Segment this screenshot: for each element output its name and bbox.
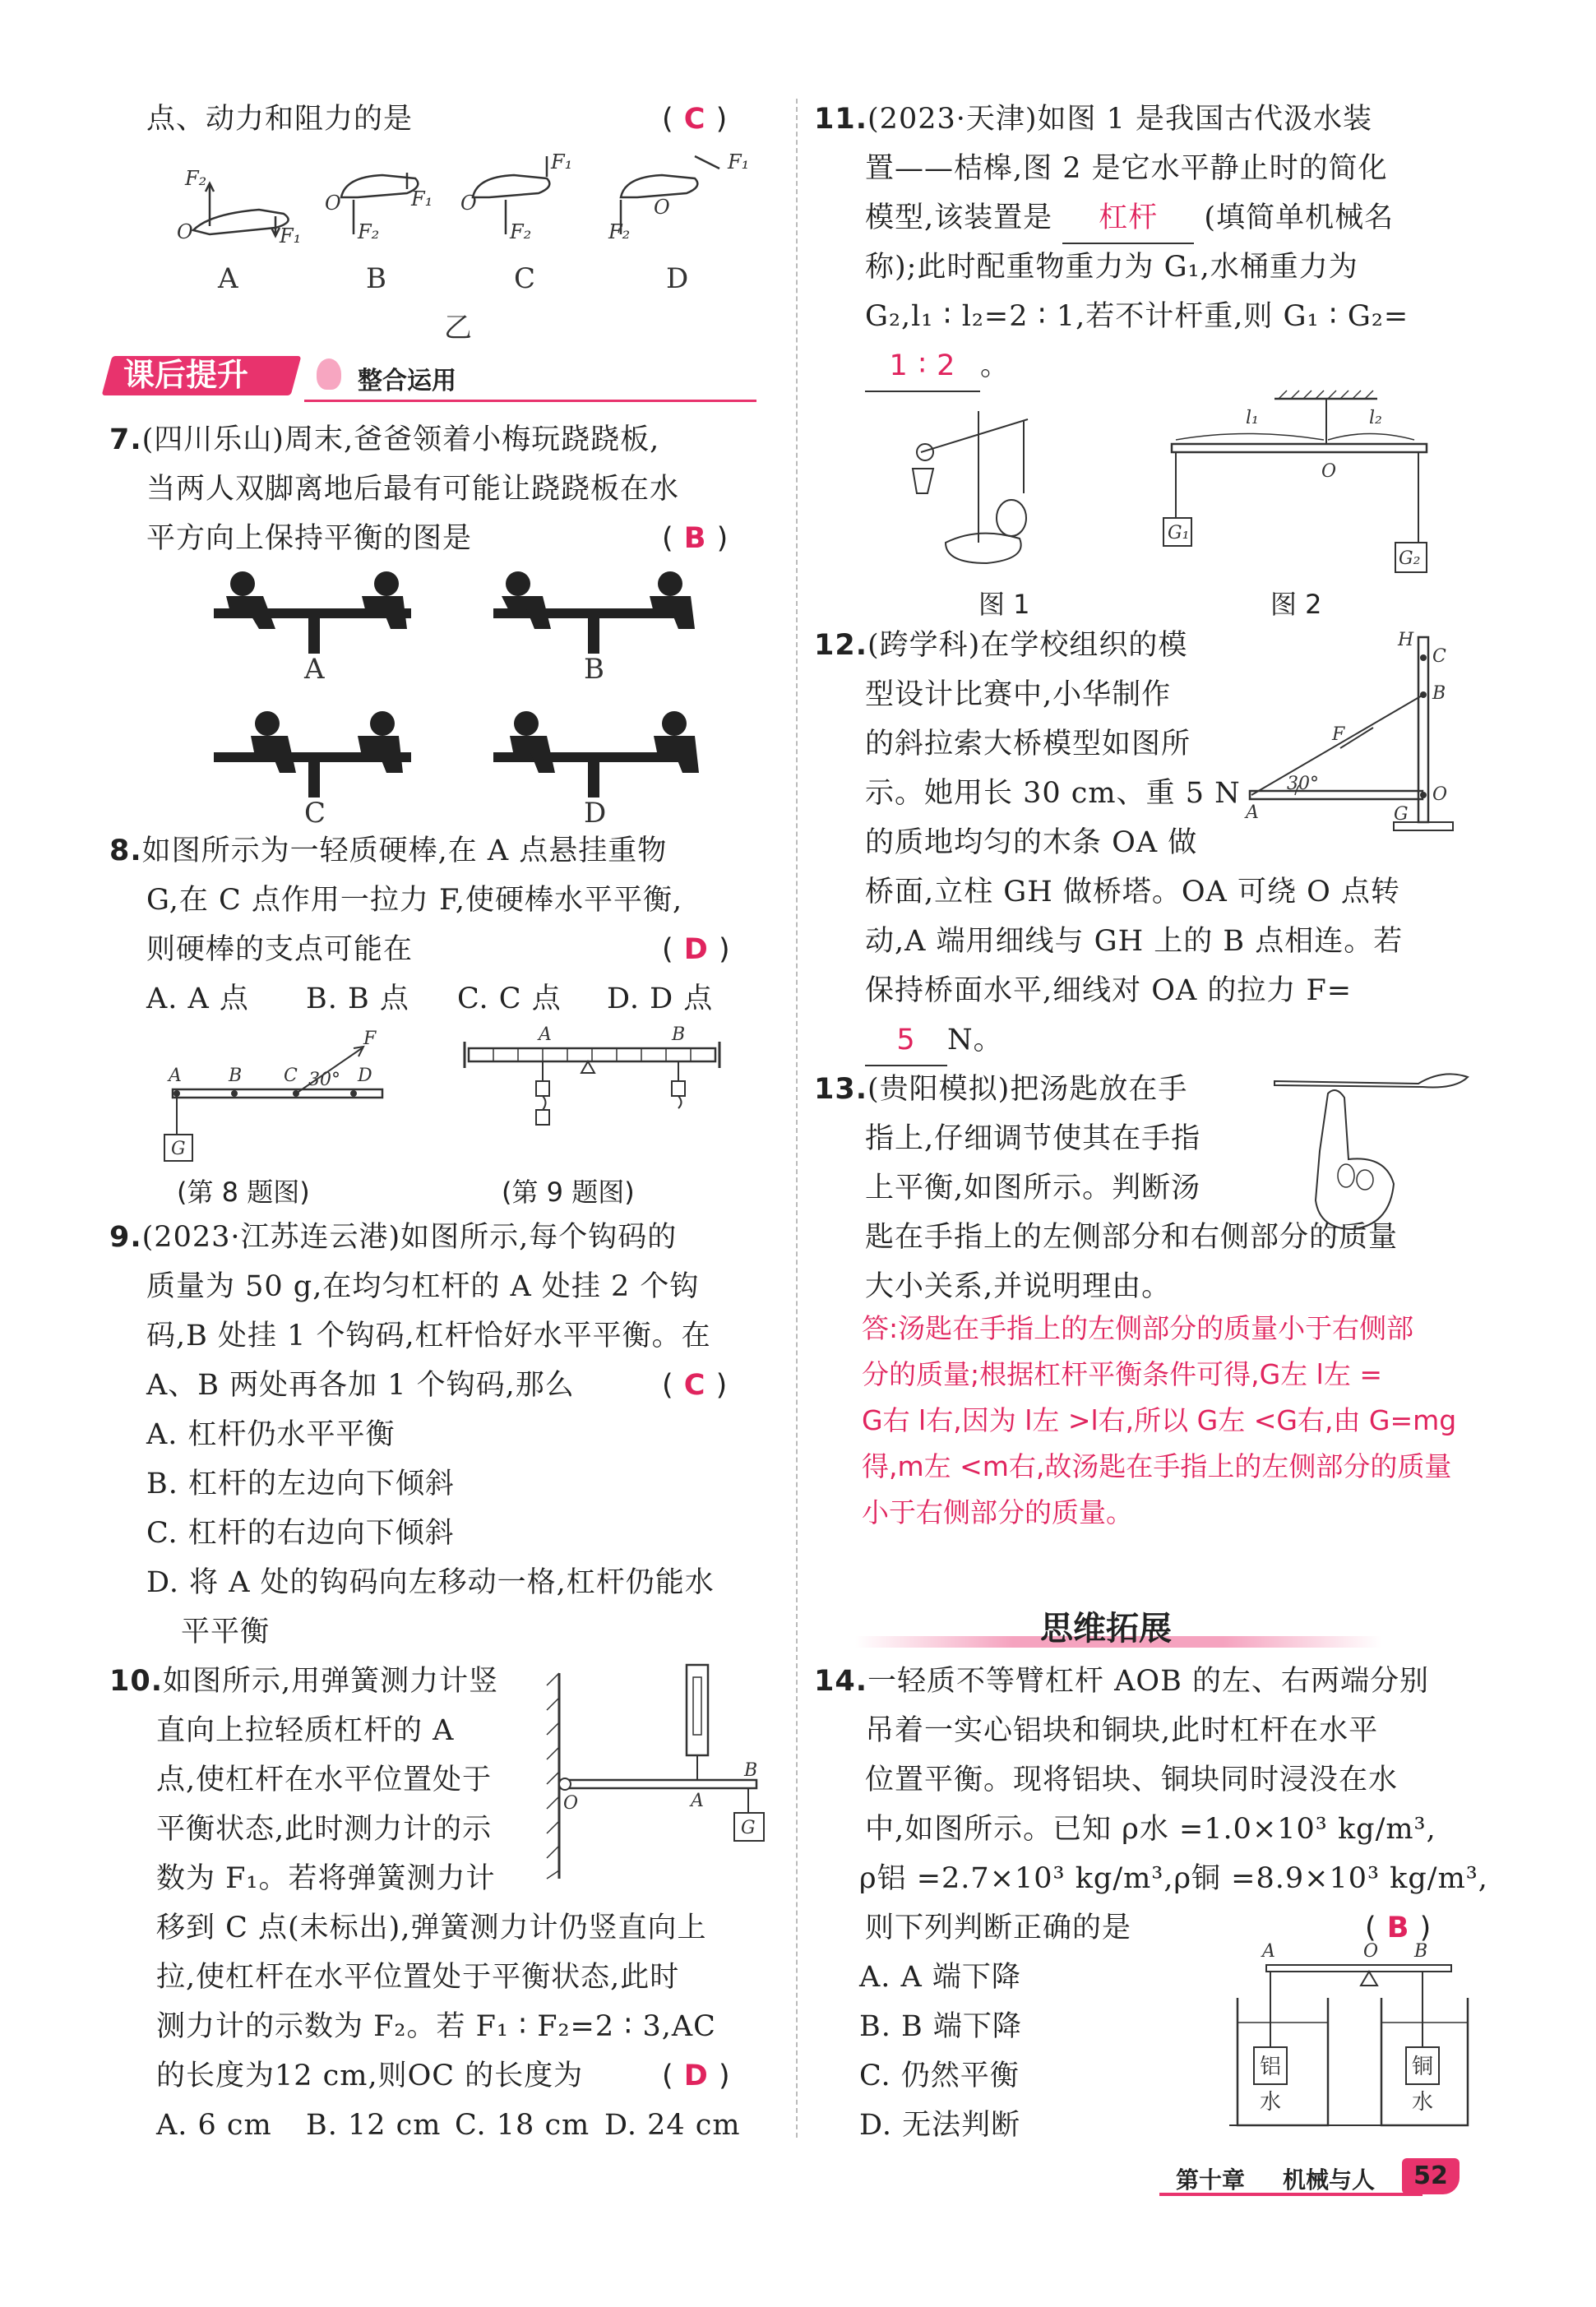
svg-text:B: B xyxy=(229,1066,243,1086)
q6-tail: 点、动力和阻力的是 xyxy=(146,103,414,136)
thinking-header xyxy=(855,1607,1381,1657)
q9-option-c: C. 杠杆的右边向下倾斜 xyxy=(146,1517,455,1550)
q9-answer: C xyxy=(683,1369,706,1402)
q13-answer-1: 答:汤匙在手指上的左侧部分的质量小于右侧部 xyxy=(862,1312,1414,1344)
section-rule xyxy=(304,400,756,402)
svg-text:F₂: F₂ xyxy=(185,167,207,190)
q11-fig1 xyxy=(896,395,1036,576)
q10-line7: 拉,使杠杆在水平位置处于平衡状态,此时 xyxy=(156,1961,680,1994)
svg-text:A: A xyxy=(691,1791,704,1811)
q10-figure xyxy=(539,1657,785,1887)
svg-text:O: O xyxy=(1363,1941,1379,1962)
q9-answer-slot: ( C ) xyxy=(662,1369,729,1402)
q8-option-d: D. D 点 xyxy=(607,982,714,1015)
q14-answer-slot: ( B ) xyxy=(1365,1912,1432,1944)
footer-title: 机械与人 xyxy=(1283,2166,1376,2194)
q12-line2: 型设计比赛中,小华制作 xyxy=(865,678,1172,711)
q14-line2: 吊着一实心铝块和铜块,此时杠杆在水平 xyxy=(865,1714,1379,1747)
svg-text:l₂: l₂ xyxy=(1369,408,1382,428)
svg-text:A: A xyxy=(539,1024,552,1045)
q6-figure xyxy=(160,152,769,341)
svg-text:G₁: G₁ xyxy=(1168,523,1190,543)
q9-line2: 质量为 50 g,在均匀杠杆的 A 处挂 2 个钩 xyxy=(146,1270,700,1303)
svg-text:C: C xyxy=(1432,646,1446,667)
q13-line5: 大小关系,并说明理由。 xyxy=(865,1270,1172,1303)
q13-answer-2: 分的质量;根据杠杆平衡条件可得,G左 l左 = xyxy=(862,1358,1382,1390)
svg-text:B: B xyxy=(1414,1941,1428,1962)
svg-text:A: A xyxy=(218,262,238,295)
q9-option-a: A. 杠杆仍水平平衡 xyxy=(146,1418,396,1451)
q10-option-c: C. 18 cm xyxy=(455,2109,590,2142)
svg-text:铜: 铜 xyxy=(1412,2055,1434,2079)
svg-text:O: O xyxy=(177,220,193,243)
svg-text:B: B xyxy=(744,1760,758,1781)
svg-text:B: B xyxy=(1432,683,1446,704)
q6-answer: C xyxy=(683,103,706,136)
svg-text:D: D xyxy=(584,797,607,826)
q13-line2: 指上,仔细调节使其在手指 xyxy=(865,1122,1201,1155)
q11-line2: 置——桔槔,图 2 是它水平静止时的简化 xyxy=(865,152,1388,185)
q7-line2: 当两人双脚离地后最有可能让跷跷板在水 xyxy=(146,473,680,506)
q10-option-b: B. 12 cm xyxy=(306,2109,442,2142)
column-divider xyxy=(796,99,798,2138)
rocket-icon xyxy=(317,358,341,390)
q12: 12.(跨学科)在学校组织的模 xyxy=(814,629,1188,662)
svg-text:O: O xyxy=(1432,784,1448,805)
q10-line3: 点,使杠杆在水平位置处于 xyxy=(156,1764,493,1796)
q12-blank: 5 xyxy=(865,1015,947,1066)
q7: 7.(四川乐山)周末,爸爸领着小梅玩跷跷板, xyxy=(109,423,660,456)
svg-text:F₁: F₁ xyxy=(280,224,302,247)
q8-option-a: A. A 点 xyxy=(146,982,249,1015)
q14-line4: 中,如图所示。已知 ρ水 =1.0×10³ kg/m³, xyxy=(865,1813,1436,1846)
svg-text:C: C xyxy=(284,1066,298,1086)
q12-line7: 动,A 端用细线与 GH 上的 B 点相连。若 xyxy=(865,925,1404,958)
svg-text:30°: 30° xyxy=(308,1070,340,1090)
svg-text:C: C xyxy=(304,797,326,826)
svg-text:B: B xyxy=(672,1024,686,1045)
q6-answer-slot: ( C ) xyxy=(662,103,729,136)
section-badge: 课后提升 xyxy=(123,357,249,393)
q11-fig1-caption: 图 1 xyxy=(978,589,1030,620)
q14-option-a: A. A 端下降 xyxy=(859,1961,1021,1994)
svg-text:F₂: F₂ xyxy=(358,220,380,243)
q9-caption: (第 9 题图) xyxy=(502,1177,635,1208)
q14-line5: ρ铝 =2.7×10³ kg/m³,ρ铜 =8.9×10³ kg/m³, xyxy=(859,1862,1488,1895)
svg-text:O: O xyxy=(460,192,477,215)
footer xyxy=(1159,2158,1472,2198)
svg-text:G₂: G₂ xyxy=(1399,548,1421,569)
q14-option-d: D. 无法判断 xyxy=(859,2109,1021,2142)
svg-text:A: A xyxy=(1262,1941,1275,1962)
q12-line6: 桥面,立柱 GH 做桥塔。OA 可绕 O 点转 xyxy=(865,876,1400,908)
q7-answer: B xyxy=(683,522,707,555)
q11-fig2 xyxy=(1139,386,1451,584)
q10-line6: 移到 C 点(未标出),弹簧测力计仍竖直向上 xyxy=(156,1912,707,1944)
q7-line3: 平方向上保持平衡的图是 xyxy=(146,522,473,555)
footer-chapter: 第十章 xyxy=(1176,2166,1246,2194)
q8-answer: D xyxy=(683,933,709,966)
svg-text:G: G xyxy=(1394,804,1409,825)
svg-text:O: O xyxy=(563,1793,579,1814)
svg-text:F₂: F₂ xyxy=(608,220,631,243)
svg-text:F: F xyxy=(363,1029,377,1049)
svg-text:G: G xyxy=(171,1139,186,1159)
q10-line8: 测力计的示数为 F₂。若 F₁ ∶ F₂=2 ∶ 3,AC xyxy=(156,2010,716,2043)
svg-text:乙: 乙 xyxy=(444,312,472,341)
q13-figure xyxy=(1270,1061,1476,1241)
q11-blank2: 1 ∶ 2 xyxy=(865,341,980,392)
svg-text:O: O xyxy=(654,196,670,219)
q9-option-b: B. 杠杆的左边向下倾斜 xyxy=(146,1468,455,1500)
q8-option-c: C. C 点 xyxy=(457,982,562,1015)
q13-answer-3: G右 l右,因为 l左 >l右,所以 G左 <G右,由 G=mg xyxy=(862,1404,1457,1436)
svg-text:A: A xyxy=(169,1066,182,1086)
q14-line3: 位置平衡。现将铝块、铜块同时浸没在水 xyxy=(865,1764,1399,1796)
q10-option-d: D. 24 cm xyxy=(604,2109,741,2142)
q8-figure xyxy=(156,1024,395,1163)
q10-line4: 平衡状态,此时测力计的示 xyxy=(156,1813,493,1846)
q14: 14.一轻质不等臂杠杆 AOB 的左、右两端分别 xyxy=(814,1665,1429,1698)
q10-line5: 数为 F₁。若将弹簧测力计 xyxy=(156,1862,496,1895)
q13-answer-4: 得,m左 <m右,故汤匙在手指上的左侧部分的质量 xyxy=(862,1450,1452,1482)
q13-line4: 匙在手指上的左侧部分和右侧部分的质量 xyxy=(865,1221,1399,1254)
q11-fig2-caption: 图 2 xyxy=(1270,589,1322,620)
svg-text:B: B xyxy=(366,262,386,295)
q10-answer: D xyxy=(683,2060,709,2092)
q9-figure xyxy=(456,1024,736,1163)
q8: 8.如图所示为一轻质硬棒,在 A 点悬挂重物 xyxy=(109,834,668,867)
q9-option-d: D. 将 A 处的钩码向左移动一格,杠杆仍能水 xyxy=(146,1566,715,1599)
q13-line3: 上平衡,如图所示。判断汤 xyxy=(865,1172,1201,1204)
svg-text:水: 水 xyxy=(1412,2090,1434,2115)
q13-answer-5: 小于右侧部分的质量。 xyxy=(862,1496,1133,1528)
thinking-title: 思维拓展 xyxy=(1040,1610,1172,1648)
q7-answer-slot: ( B ) xyxy=(662,522,729,555)
q9-line3: 码,B 处挂 1 个钩码,杠杆恰好水平平衡。在 xyxy=(146,1320,711,1352)
q10-answer-slot: ( D ) xyxy=(662,2060,731,2092)
q10-line2: 直向上拉轻质杠杆的 A xyxy=(156,1714,455,1747)
svg-text:水: 水 xyxy=(1260,2090,1282,2115)
svg-text:O: O xyxy=(1321,461,1337,482)
q14-answer: B xyxy=(1386,1912,1410,1944)
q11-line3: 模型,该装置是 杠杆 (填简单机械名 xyxy=(865,193,1394,244)
q9: 9.(2023·江苏连云港)如图所示,每个钩码的 xyxy=(109,1221,678,1254)
q11: 11.(2023·天津)如图 1 是我国古代汲水装 xyxy=(814,103,1373,136)
q8-line2: G,在 C 点作用一拉力 F,使硬棒水平平衡, xyxy=(146,884,683,917)
q8-caption: (第 8 题图) xyxy=(177,1177,310,1208)
svg-text:F₁: F₁ xyxy=(551,152,573,173)
q11-line5: G₂,l₁ ∶ l₂=2 ∶ 1,若不计杆重,则 G₁ ∶ G₂= xyxy=(865,300,1409,333)
svg-text:A: A xyxy=(1246,802,1259,823)
q8-answer-slot: ( D ) xyxy=(662,933,731,966)
q9-option-d-cont: 平平衡 xyxy=(181,1616,271,1648)
q14-figure xyxy=(1225,1940,1472,2138)
svg-text:D: D xyxy=(358,1066,372,1086)
q10-line9: 的长度为12 cm,则OC 的长度为 xyxy=(156,2060,584,2092)
q8-option-b: B. B 点 xyxy=(306,982,409,1015)
svg-text:A: A xyxy=(304,653,325,686)
q7-figure xyxy=(197,563,724,826)
svg-text:H: H xyxy=(1398,630,1414,650)
q11-line4: 称);此时配重物重力为 G₁,水桶重力为 xyxy=(865,251,1358,284)
q14-line6: 则下列判断正确的是 xyxy=(865,1912,1132,1944)
q12-line5: 的质地均匀的木条 OA 做 xyxy=(865,826,1198,859)
q9-line4: A、B 两处再各加 1 个钩码,那么 xyxy=(146,1369,575,1402)
q10-option-a: A. 6 cm xyxy=(156,2109,272,2142)
q13: 13.(贵阳模拟)把汤匙放在手 xyxy=(814,1073,1188,1106)
q12-line9: 5 N。 xyxy=(865,1015,1003,1066)
q8-line3: 则硬棒的支点可能在 xyxy=(146,933,414,966)
q12-line4: 示。她用长 30 cm、重 5 N xyxy=(865,777,1241,810)
q12-line8: 保持桥面水平,细线对 OA 的拉力 F= xyxy=(865,974,1353,1007)
svg-text:B: B xyxy=(584,653,604,686)
q10: 10.如图所示,用弹簧测力计竖 xyxy=(109,1665,499,1698)
svg-text:F₁: F₁ xyxy=(411,187,433,210)
svg-text:F: F xyxy=(1332,724,1345,745)
svg-text:l₁: l₁ xyxy=(1246,408,1259,428)
page-number: 52 xyxy=(1402,2158,1460,2194)
q12-line3: 的斜拉索大桥模型如图所 xyxy=(865,728,1191,761)
q11-blank1: 杠杆 xyxy=(1062,193,1194,244)
svg-text:铝: 铝 xyxy=(1260,2055,1282,2079)
svg-text:D: D xyxy=(666,262,689,295)
q14-option-c: C. 仍然平衡 xyxy=(859,2060,1020,2092)
svg-text:F₂: F₂ xyxy=(510,220,532,243)
svg-text:O: O xyxy=(325,192,341,215)
q11-line6: 1 ∶ 2 。 xyxy=(865,341,1010,392)
q14-option-b: B. B 端下降 xyxy=(859,2010,1022,2043)
svg-text:C: C xyxy=(514,262,536,295)
section-header xyxy=(107,352,650,400)
q12-figure xyxy=(1242,625,1480,855)
svg-text:G: G xyxy=(741,1818,756,1838)
svg-text:F₁: F₁ xyxy=(728,152,750,173)
svg-text:30°: 30° xyxy=(1287,774,1319,794)
section-subtitle: 整合运用 xyxy=(358,367,456,395)
